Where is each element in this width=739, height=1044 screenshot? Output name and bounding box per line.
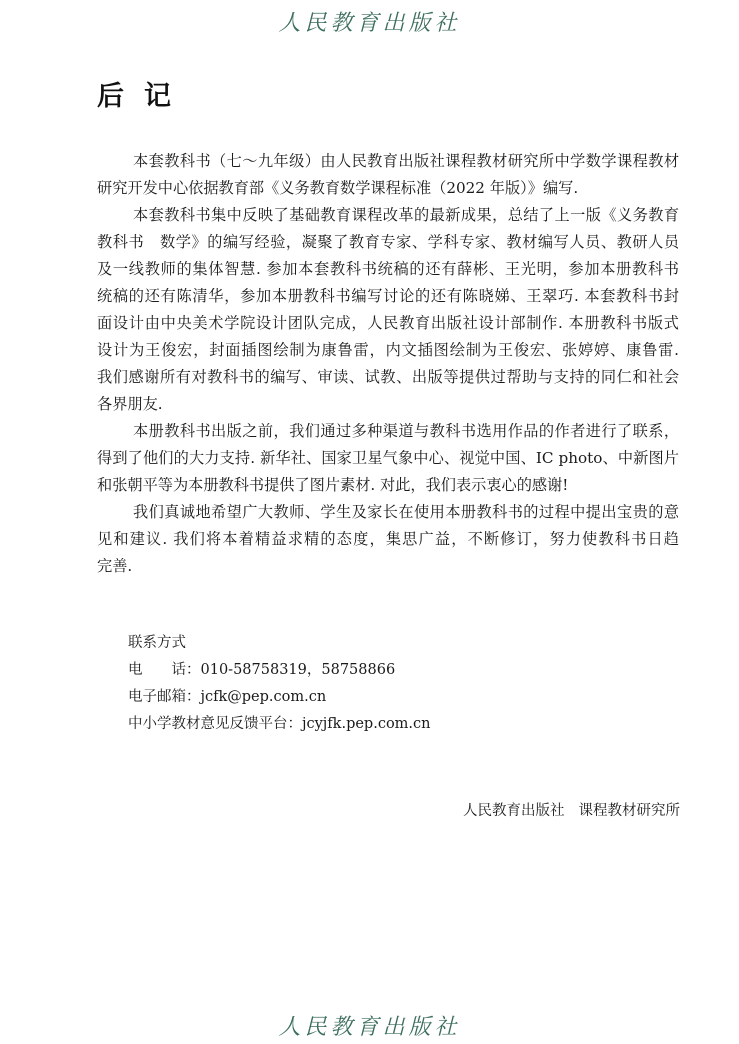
paragraph-2-line-3: 及一线教师的集体智慧. 参加本套教科书统稿的还有薛彬、王光明，参加本册教科书 <box>97 260 679 278</box>
signature-institute: 课程教材研究所 <box>578 803 680 819</box>
paragraph-1-line-2: 研究开发中心依据教育部《义务教育数学课程标准（2022 年版）》编写. <box>97 179 579 197</box>
paragraph-4-line-1: 我们真诚地希望广大教师、学生及家长在使用本册教科书的过程中提出宝贵的意 <box>133 503 679 521</box>
paragraph-3-line-3: 和张朝平等为本册教科书提供了图片素材. 对此，我们表示衷心的感谢! <box>97 476 569 494</box>
paragraph-2-line-1: 本套教科书集中反映了基础教育课程改革的最新成果，总结了上一版《义务教育 <box>133 206 679 224</box>
paragraph-2-line-7: 我们感谢所有对教科书的编写、审读、试教、出版等提供过帮助与支持的同仁和社会 <box>97 368 679 386</box>
phone-value: 010-58758319，58758866 <box>200 662 396 678</box>
paragraph-4-line-2: 见和建议. 我们将本着精益求精的态度，集思广益，不断修订，努力使教科书日趋 <box>97 530 679 548</box>
feedback-label: 中小学教材意见反馈平台： <box>128 716 302 732</box>
paragraph-1-line-1: 本套教科书（七～九年级）由人民教育出版社课程教材研究所中学数学课程教材 <box>133 152 679 170</box>
contact-feedback <box>128 711 431 738</box>
contact-email <box>128 684 431 711</box>
contact-phone <box>128 657 431 684</box>
feedback-link[interactable]: jcyjfk.pep.com.cn <box>302 716 431 732</box>
paragraph-2-line-2: 教科书 数学》的编写经验，凝聚了教育专家、学科专家、教材编写人员、教研人员 <box>97 233 679 251</box>
paragraph-3-line-1: 本册教科书出版之前，我们通过多种渠道与教科书选用作品的作者进行了联系， <box>133 422 679 440</box>
afterword-body <box>97 148 679 580</box>
email-label: 电子邮箱： <box>128 689 201 705</box>
signature-publisher: 人民教育出版社 <box>463 803 565 819</box>
paragraph-2-line-5: 面设计由中央美术学院设计团队完成，人民教育出版社设计部制作. 本册教科书版式 <box>97 314 679 332</box>
phone-label: 电 话： <box>128 662 201 678</box>
paragraph-2-line-6: 设计为王俊宏，封面插图绘制为康鲁雷，内文插图绘制为王俊宏、张婷婷、康鲁雷. <box>97 341 679 359</box>
paragraph-2-line-8: 各界朋友. <box>97 395 163 413</box>
paragraph-2-line-4: 统稿的还有陈清华，参加本册教科书编写讨论的还有陈晓娣、王翠巧. 本套教科书封 <box>97 287 679 305</box>
email-link[interactable]: jcfk@pep.com.cn <box>200 689 327 705</box>
paragraph-3-line-2: 得到了他们的大力支持. 新华社、国家卫星气象中心、视觉中国、IC photo、中新图片 <box>97 449 679 467</box>
publisher-logo-header: 人民教育出版社 <box>278 11 461 36</box>
contact-heading: 联系方式 <box>128 635 186 651</box>
paragraph-4-line-3: 完善. <box>97 557 133 575</box>
signature <box>463 799 680 820</box>
page-title: 后记 <box>97 81 191 112</box>
contact-section <box>128 630 431 738</box>
publisher-logo-footer: 人民教育出版社 <box>278 1015 461 1040</box>
